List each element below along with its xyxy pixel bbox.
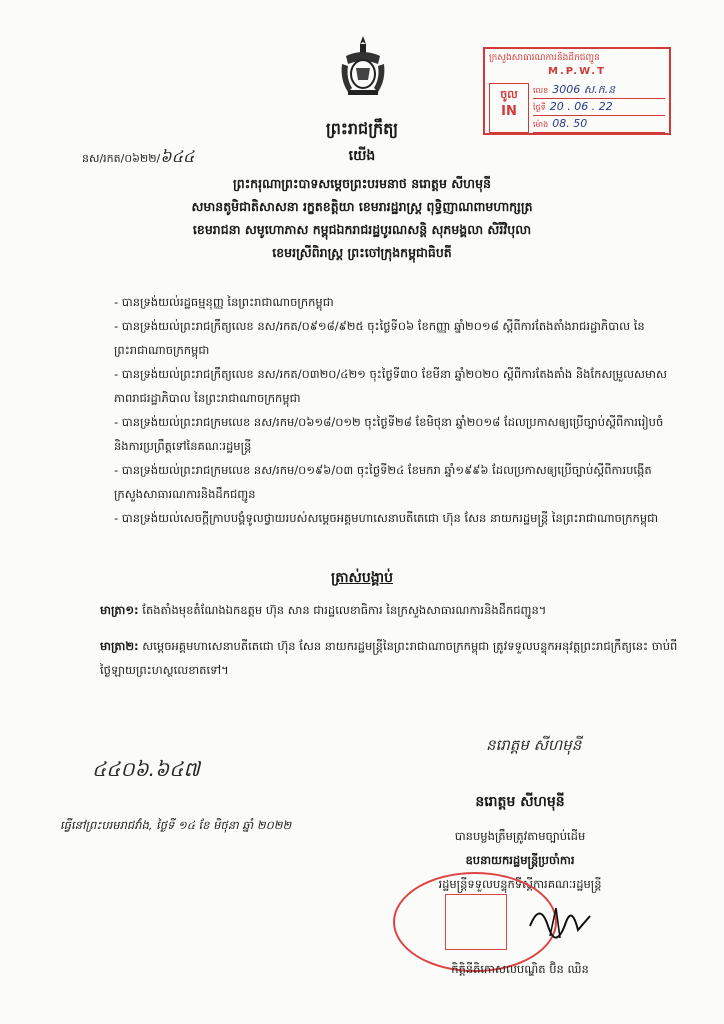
- stamp-in-label: IN: [501, 104, 517, 119]
- date-line: ធ្វើនៅព្រះបរមរាជវាំង, ថ្ងៃទី ១៤ ខែ មិថុនា ឆ្នាំ ២០២២: [60, 818, 292, 832]
- consideration-item: - បានទ្រង់យល់ព្រះរាជក្រឹត្យលេខ នស/រកត/០៣២០/៤២១ ចុះថ្ងៃទី៣០ ខែមីនា ឆ្នាំ២០២០ ស្តីពីការតែងតាំង និងកែសម្រួលសមាសភាពរាជរដ្ឋាភិបាល នៃព្រះរាជាណាចក្រកម្ពុជា: [114, 367, 667, 405]
- stamp-row-date: ថ្ងៃទី 20 . 06 . 22: [533, 100, 665, 116]
- handwritten-registry-number: ៤៤០៦.៦៤៧: [92, 757, 200, 781]
- document-subtitle: យើង: [348, 148, 376, 164]
- countersign-line: រដ្ឋមន្ត្រីទទួលបន្ទុកទីស្តីការគណៈរដ្ឋមន្ត្រី: [438, 877, 602, 891]
- stamp-row-number: លេខ 3006 ស.ក.ន: [533, 83, 665, 99]
- article-text: សម្តេចអគ្គមហាសេនាបតីតេជោ ហ៊ុន សែន នាយករដ្ឋមន្ត្រីនៃព្រះរាជាណាចក្រកម្ពុជា ត្រូវទទួលបន្ទុកអនុវត្តព្រះរាជក្រឹត្យនេះ ចាប់ពីថ្ងៃឡាយព្រះហស្ថលេខាតទៅ។: [100, 639, 678, 677]
- article-label: មាត្រា១:: [100, 603, 139, 617]
- article-label: មាត្រា២:: [100, 639, 139, 653]
- countersigner-name: កិត្តិនីតិកោសលបណ្ឌិត ប៊ិន ឈិន: [451, 962, 589, 976]
- royal-coat-of-arms-icon: [338, 34, 388, 98]
- royal-signature: នរោត្តម សីហមុនី: [486, 736, 582, 754]
- reference-handwritten: ៦៤៤: [160, 147, 195, 166]
- stamp-row-time: ម៉ោង 08. 50: [533, 117, 665, 133]
- decree-heading: ត្រាស់បង្គាប់: [331, 570, 393, 586]
- signer-name: នរោត្តម សីហមុនី: [475, 794, 565, 810]
- consideration-item: - បានទ្រង់យល់ព្រះរាជក្រមលេខ នស/រកម/០១៩៦/០៣ ចុះថ្ងៃទី២៤ ខែមករា ឆ្នាំ១៩៩៦ ដែលប្រកាសឲ្យប្រើច្បាប់ស្តីពីការបង្កើតក្រសួងសាធារណការនិងដឹកជញ្ជូន: [114, 463, 652, 501]
- stamp-in-khmer: ចូល: [500, 88, 518, 101]
- royal-title-block: [0, 172, 724, 264]
- reference-number: នស/រកត/០៦២២/៦៤៤: [82, 147, 195, 166]
- considerations-list: [114, 290, 674, 530]
- article-2: [100, 634, 680, 682]
- royal-title-line: សមានតូមិជាតិសាសនា រក្ខតខត្តិយា ខេមរារដ្ឋរាស្ត្រ ពុទ្ធិញាណពាមហាក្សត្រ: [191, 199, 533, 214]
- seal-emblem-icon: [445, 894, 507, 950]
- consideration-item: - បានទ្រង់យល់ព្រះរាជក្រមលេខ នស/រកម/០៦១៨/០១២ ចុះថ្ងៃទី២៨ ខែមិថុនា ឆ្នាំ២០១៨ ដែលប្រកាសឲ្យប្រើច្បាប់ស្តីពីការរៀបចំ និងការប្រព្រឹត្តទៅនៃគណៈរដ្ឋមន្ត្រី: [114, 415, 664, 453]
- article-text: តែងតាំងមុខតំណែងឯកឧត្តម ហ៊ុន សាន ជារដ្ឋលេខាធិការ នៃក្រសួងសាធារណការនិងដឹកជញ្ជូន។: [142, 603, 547, 617]
- consideration-item: - បានទ្រង់យល់រដ្ឋធម្មនុញ្ញ នៃព្រះរាជាណាចក្រកម្ពុជា: [114, 295, 334, 309]
- consideration-item: - បានទ្រង់យល់សេចក្តីក្រាបបង្គំទូលថ្វាយរបស់សម្តេចអគ្គមហាសេនាបតីតេជោ ហ៊ុន សែន នាយករដ្ឋមន្ត្រី នៃព្រះរាជាណាចក្រកម្ពុជា: [114, 511, 659, 525]
- royal-title-line: ព្រះករុណាព្រះបាទសម្តេចព្រះបរមនាថ នរោត្តម សីហមុនី: [233, 176, 491, 191]
- royal-title-line: ខេមរស្រីពិរាស្ត្រ ព្រះចៅក្រុងកម្ពុជាធិបតី: [272, 245, 452, 260]
- countersignature-icon: [520, 896, 600, 946]
- stamp-ministry-name: ក្រសួងសាធារណការនិងដឹកជញ្ជូន: [489, 53, 600, 63]
- royal-title-line: ខេមរាជនា សមូហោភាស កម្ពុជឯករាជរដ្ឋបូរណសន្តិ សុភមង្គលា សិរីវិបុលា: [192, 222, 532, 237]
- consideration-item: - បានទ្រង់យល់ព្រះរាជក្រឹត្យលេខ នស/រកត/០៩១៨/៩២៥ ចុះថ្ងៃទី០៦ ខែកញ្ញា ឆ្នាំ២០១៨ ស្តីពីការតែងតាំងរាជរដ្ឋាភិបាល នៃព្រះរាជាណាចក្រកម្ពុជា: [114, 319, 645, 357]
- countersign-line: ឧបនាយករដ្ឋមន្ត្រីប្រចាំការ: [465, 853, 575, 867]
- stamp-code: M.P.W.T: [548, 66, 606, 77]
- countersign-line: បានបម្លងត្រឹមត្រូវតាមច្បាប់ដើម: [454, 829, 586, 843]
- article-1: [100, 598, 680, 622]
- document-title: ព្រះរាជក្រឹត្យ: [325, 119, 399, 138]
